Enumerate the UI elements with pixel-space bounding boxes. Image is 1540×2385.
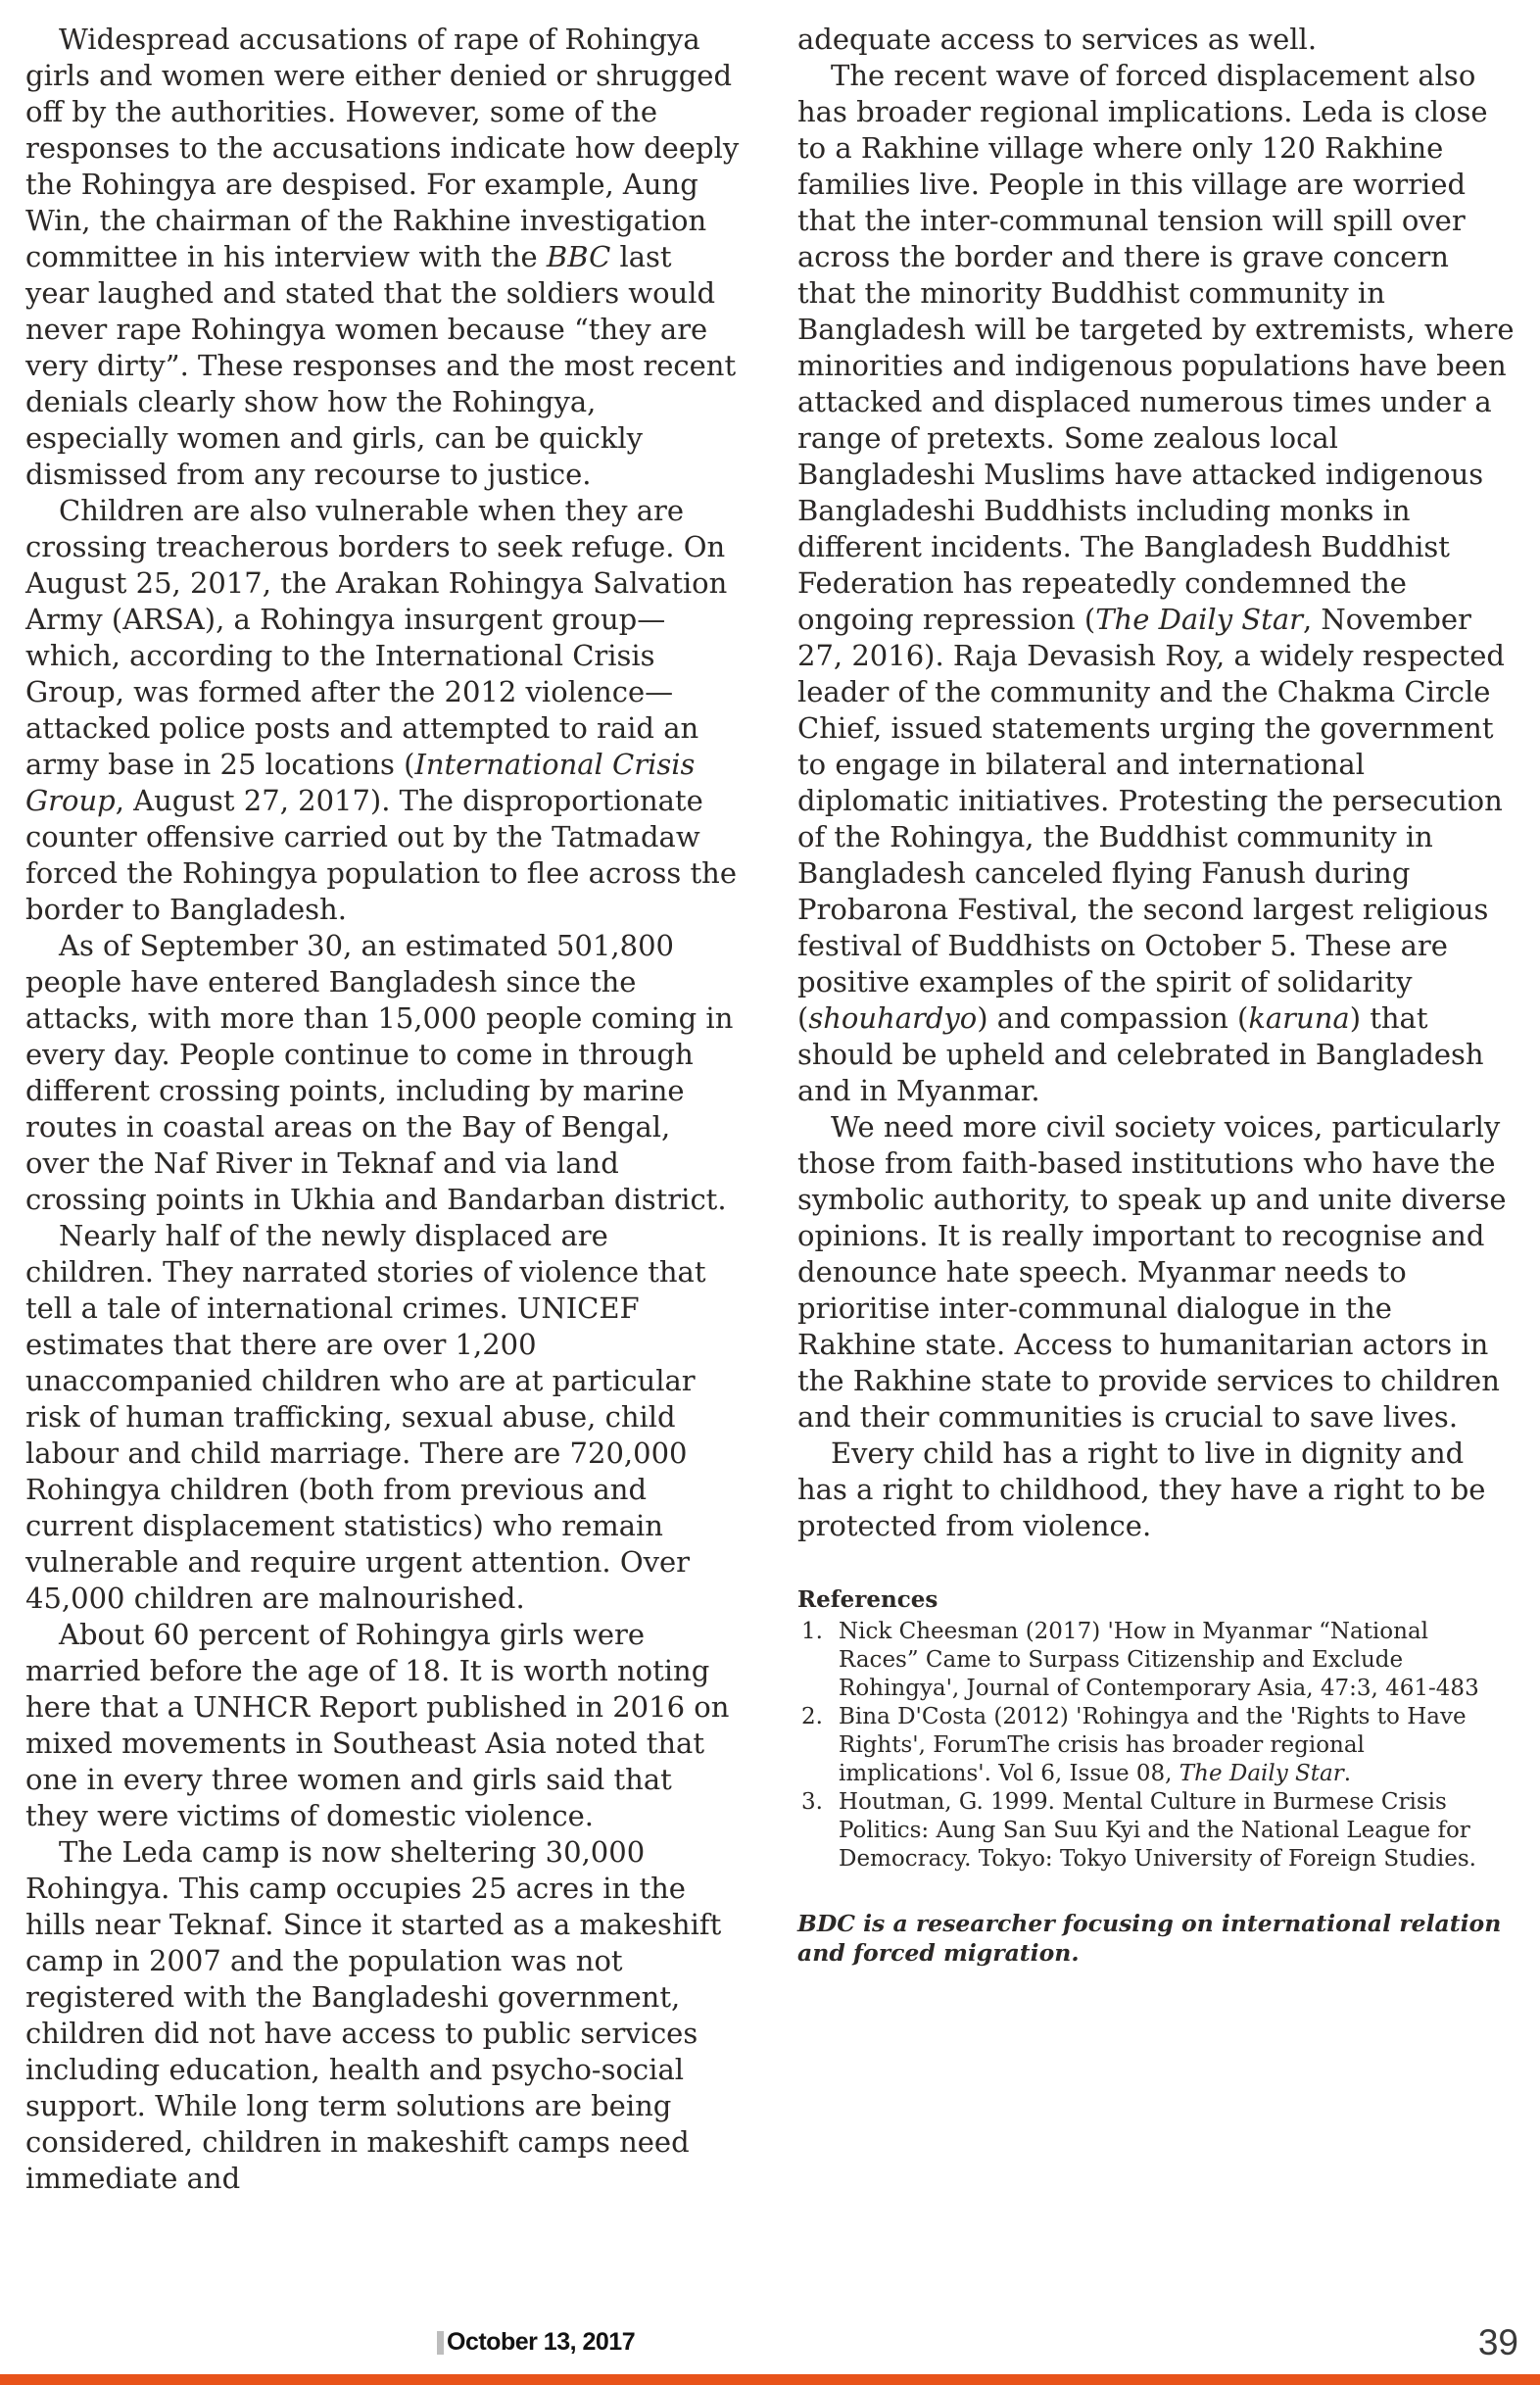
right-column-paragraphs	[797, 22, 1515, 1544]
paragraph: The Leda camp is now sheltering 30,000 Rohingya. This camp occupies 25 acres in the hills near Teknaf. Since it started as a makeshift camp in 2007 and the population was not registered with the Bangladeshi government, children did not have access to public services including education, health and psycho-social support. While long term solutions are being considered, children in makeshift camps need immediate and	[25, 1835, 722, 2195]
author-bio: BDC is a researcher focusing on international relation and forced migration.	[797, 1910, 1502, 1967]
references-heading: References	[797, 1586, 938, 1613]
left-column	[25, 22, 743, 2197]
reference-number: 2.	[801, 1704, 823, 1729]
paragraph: As of September 30, an estimated 501,800 people have entered Bangladesh since the attacks, with more than 15,000 people coming in every day. People continue to come in through different crossing points, including by marine routes in coastal areas on the Bay of Bengal, over the Naf River in Teknaf and via land crossing points in Ukhia and Bandarban district.	[25, 929, 734, 1216]
footer	[0, 2316, 1540, 2385]
right-column	[797, 22, 1515, 2197]
references-list	[797, 1618, 1515, 1874]
reference-item	[797, 1618, 1515, 1703]
paragraph: Nearly half of the newly displaced are children. They narrated stories of violence that tell a tale of international crimes. UNICEF estimates that there are over 1,200 unaccompanied children who are at particular risk of human trafficking, sexual abuse, child labour and child marriage. There are 720,000 Rohingya children (both from previous and current displacement statistics) who remain vulnerable and require urgent attention. Over 45,000 children are malnourished.	[25, 1219, 706, 1615]
reference-text: Nick Cheesman (2017) 'How in Myanmar “National Races” Came to Surpass Citizenship and Exclude Rohingya', Journal of Contemporary Asia, 47:3, 461-483	[839, 1619, 1479, 1701]
page-number: 39	[1477, 2322, 1518, 2362]
reference-text: Houtman, G. 1999. Mental Culture in Burmese Crisis Politics: Aung San Suu Kyi and the National League for Democracy. Tokyo: Tokyo University of Foreign Studies.	[839, 1789, 1476, 1872]
paragraph: We need more civil society voices, particularly those from faith-based institutions who have the symbolic authority, to speak up and unite diverse opinions. It is really important to recognise and denounce hate speech. Myanmar needs to prioritise inter-communal dialogue in the Rakhine state. Access to humanitarian actors in the Rakhine state to provide services to children and their communities is crucial to save lives.	[797, 1110, 1507, 1434]
reference-number: 1.	[801, 1619, 823, 1644]
reference-number: 3.	[801, 1789, 823, 1815]
reference-text: Bina D'Costa (2012) 'Rohingya and the 'Rights to Have Rights', ForumThe crisis has broader regional implications'. Vol 6, Issue 08, The Daily Star.	[839, 1704, 1467, 1786]
paragraph: About 60 percent of Rohingya girls were married before the age of 18. It is worth noting here that a UNHCR Report published in 2016 on mixed movements in Southeast Asia noted that one in every three women and girls said that they were victims of domestic violence.	[25, 1618, 730, 1832]
footer-tick	[437, 2331, 444, 2355]
reference-item	[797, 1788, 1515, 1874]
paragraph: Children are also vulnerable when they are crossing treacherous borders to seek refuge. On August 25, 2017, the Arakan Rohingya Salvation Army (ARSA), a Rohingya insurgent group—which, according to the International Crisis Group, was formed after the 2012 violence—attacked police posts and attempted to raid an army base in 25 locations (International Crisis Group, August 27, 2017). The disproportionate counter offensive carried out by the Tatmadaw forced the Rohingya population to flee across the border to Bangladesh.	[25, 494, 737, 926]
references-section	[797, 1585, 1515, 1874]
bottom-accent-bar	[0, 2374, 1540, 2385]
footer-date: October 13, 2017	[447, 2328, 636, 2356]
paragraph: Widespread accusations of rape of Rohingya girls and women were either denied or shrugged off by the authorities. However, some of the responses to the accusations indicate how deeply the Rohingya are despised. For example, Aung Win, the chairman of the Rakhine investigation committee in his interview with the BBC last year laughed and stated that the soldiers would never rape Rohingya women because “they are very dirty”. These responses and the most recent denials clearly show how the Rohingya, especially women and girls, can be quickly dismissed from any recourse to justice.	[25, 23, 740, 491]
reference-item	[797, 1703, 1515, 1788]
paragraph: Every child has a right to live in dignity and has a right to childhood, they have a right to be protected from violence.	[797, 1436, 1486, 1542]
paragraph: The recent wave of forced displacement also has broader regional implications. Leda is close to a Rakhine village where only 120 Rakhine families live. People in this village are worried that the inter-communal tension will spill over across the border and there is grave concern that the minority Buddhist community in Bangladesh will be targeted by extremists, where minorities and indigenous populations have been attacked and displaced numerous times under a range of pretexts. Some zealous local Bangladeshi Muslims have attacked indigenous Bangladeshi Buddhists including monks in different incidents. The Bangladesh Buddhist Federation has repeatedly condemned the ongoing repression (The Daily Star, November 27, 2016). Raja Devasish Roy, a widely respected leader of the community and the Chakma Circle Chief, issued statements urging the government to engage in bilateral and international diplomatic initiatives. Protesting the persecution of the Rohingya, the Buddhist community in Bangladesh canceled flying Fanush during Probarona Festival, the second largest religious festival of Buddhists on October 5. These are positive examples of the spirit of solidarity (shouhardyo) and compassion (karuna) that should be upheld and celebrated in Bangladesh and in Myanmar.	[797, 59, 1515, 1107]
paragraph: adequate access to services as well.	[797, 23, 1318, 56]
